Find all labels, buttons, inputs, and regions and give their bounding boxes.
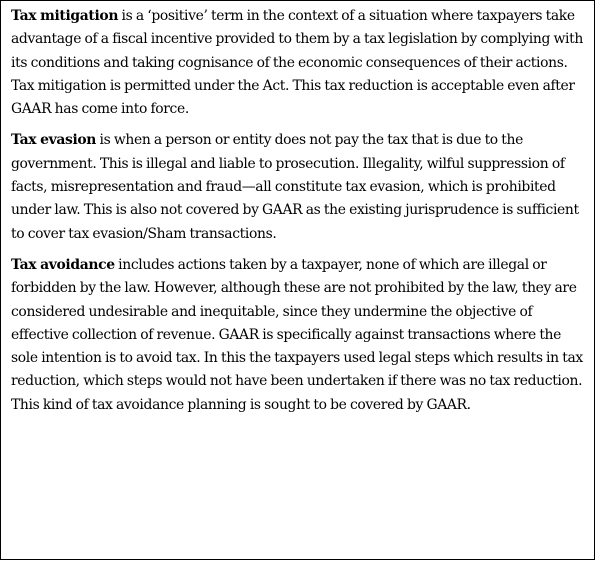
term-tax-avoidance: Tax avoidance	[11, 256, 115, 273]
definition-tax-mitigation: is a ‘positive’ term in the context of a situation where taxpayers take advantage of a fiscal incentive provided to them by a tax legislation by complying with its conditions and taking cognisance of the economic consequences of their actions. Tax mitigation is permitted under the Act. This tax reduction is acceptable even after GAAR has come into force.	[11, 8, 583, 118]
term-tax-evasion: Tax evasion	[11, 132, 97, 149]
paragraph-tax-mitigation	[11, 5, 590, 121]
definition-tax-avoidance: includes actions taken by a taxpayer, none of which are illegal or forbidden by the law. However, although these are not prohibited by the law, they are considered undesirable and inequitable, since they undermine the objective of effective collection of revenue. GAAR is specifically against transactions where the sole intention is to avoid tax. In this the taxpayers used legal steps which results in tax reduction, which steps would not have been undertaken if there was no tax reduction. This kind of tax avoidance planning is sought to be covered by GAAR.	[11, 256, 583, 413]
paragraph-tax-evasion	[11, 129, 590, 245]
definition-tax-evasion: is when a person or entity does not pay the tax that is due to the government. This is illegal and liable to prosecution. Illegality, wilful suppression of facts, misrepresentation and fraud—all constitute tax evasion, which is prohibited under law. This is also not covered by GAAR as the existing jurisprudence is sufficient to cover tax evasion/Sham transactions.	[11, 132, 579, 242]
paragraph-tax-avoidance	[11, 254, 590, 417]
term-tax-mitigation: Tax mitigation	[11, 8, 119, 24]
